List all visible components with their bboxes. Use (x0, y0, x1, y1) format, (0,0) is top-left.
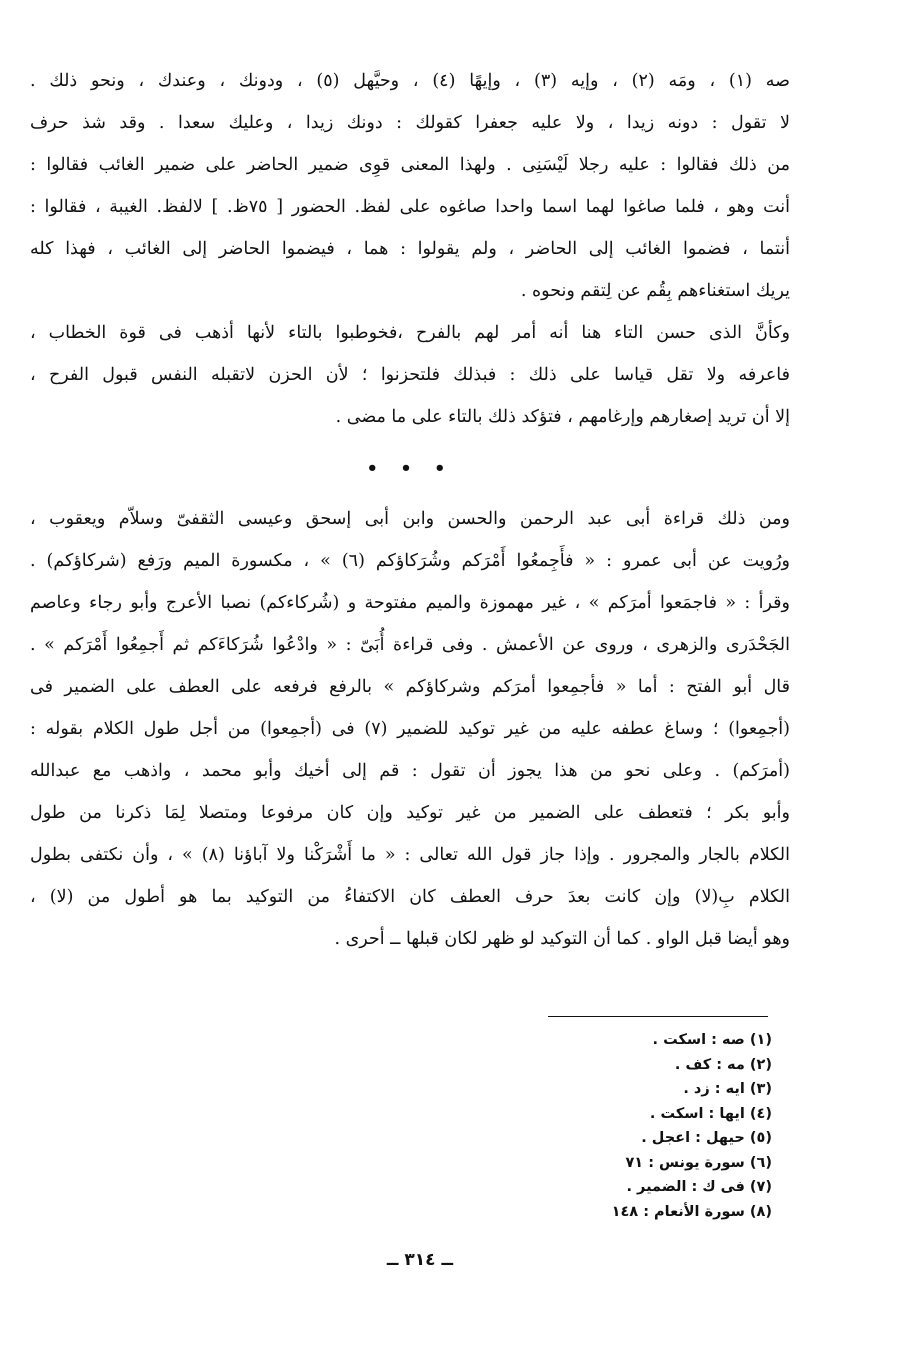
text-line: قال أبو الفتح : أما « فأجمِعوا أمرَكم وشركاؤكم » بالرفع فرفعه على العطف على الضمير فى (30, 677, 790, 697)
footnote-item: (١) صه : اسكت . (652, 1032, 772, 1048)
text-line: (أمرَكم) . وعلى نحو من هذا يجوز أن تقول : قم إلى أخيك وأبو محمد ، واذهب مع عبدالله (30, 761, 790, 781)
text-line: لا تقول : دونه زيدا ، ولا عليه جعفرا كقولك : دونك زيدا ، وعليك سعدا . وقد شذ حرف (30, 113, 790, 133)
footnote-divider (548, 1016, 768, 1017)
text-line: (أجمِعوا) ؛ وساغ عطفه عليه من غير توكيد للضمير (٧) فى (أجمِعوا) من أجل طول الكلام بقوله : (30, 719, 790, 739)
footnotes (380, 1028, 772, 1224)
text-line: يريك استغناءهم بِقُم عن لِتقم ونحوه . (520, 281, 790, 301)
text-line: وأبو بكر ؛ فتعطف على الضمير من غير توكيد وإن كان مرفوعا ومتصلا لِمَا ذكرنا من طول (30, 803, 790, 823)
paragraph-4 (30, 666, 790, 960)
text-line: وهو أيضا قبل الواو . كما أن التوكيد لو ظهر لكان قبلها ــ أحرى . (334, 929, 790, 949)
footnote-item: (٧) فى ك : الضمير . (626, 1179, 772, 1195)
footnote-item: (٦) سورة يونس : ٧١ (625, 1154, 772, 1171)
paragraph-3 (30, 498, 790, 666)
footnote-item: (٣) ايه : زد . (683, 1081, 772, 1097)
footnote-item: (٥) حيهل : اعجل . (641, 1130, 772, 1146)
text-line: ورُويت عن أبى عمرو : « فأَجِمعُوا أَمْرَكم وشُرَكاؤكم (٦) » ، مكسورة الميم ورَفع (شركاؤكم) . (30, 551, 790, 571)
text-line: أنتما ، فضموا الغائب إلى الحاضر ، ولم يقولوا : هما ، فيضموا الحاضر إلى الغائب ، فهذا كله (30, 239, 790, 259)
text-line: صه (١) ، ومَه (٢) ، وإيه (٣) ، وإيهًا (٤) ، وحيَّهل (٥) ، ودونك ، وعندك ، ونحو ذلك . (30, 71, 791, 91)
footnote-item: (٨) سورة الأنعام : ١٤٨ (611, 1203, 772, 1220)
text-line: من ذلك فقالوا : عليه رجلا لَيْسَنِى . ولهذا المعنى قوِى ضمير الحاضر على ضمير الغائب فقالوا : (30, 155, 790, 175)
text-line: وكأنَّ الذى حسن التاء هنا أنه أمر لهم بالفرح ،فخوطبوا بالتاء لأنها أذهب فى قوة الخطاب ، (30, 323, 790, 343)
page-number: ــ ٣١٤ ــ (386, 1250, 454, 1270)
text-line: ومن ذلك قراءة أبى عبد الرحمن والحسن وابن أبى إسحق وعيسى الثقفىّ وسلاّم ويعقوب ، (30, 509, 790, 529)
text-line: الكلام بالجار والمجرور . وإذا جاز قول الله تعالى : « ما أَشْرَكْنا ولا آباؤنا (٨) » ، وأن نكتفى بطول (30, 845, 790, 865)
footnote-item: (٤) ايها : اسكت . (649, 1105, 772, 1122)
text-line: الجَحْدَرى والزهرى ، وروى عن الأعمش . وفى قراءة أُبَىّ : « وادْعُوا شُرَكاءَكم ثم أَجمِعُوا أَمْرَكم » . (30, 635, 790, 655)
paragraph-2 (30, 312, 790, 438)
paragraph-1 (30, 60, 790, 312)
text-line: فاعرفه ولا تقل قياسا على ذلك : فبذلك فلتحزنوا ؛ لأن الحزن لاتقبله النفس قبول الفرح ، (30, 365, 790, 385)
text-line: وقرأ : « فاجمَعوا أمرَكم » ، غير مهموزة والميم مفتوحة و (شُركاءكم) نصبا الأعرج وأبو رجاء وعاصم (30, 593, 790, 613)
text-line: الكلام بِ(لا) وإن كانت بعدَ حرف العطف كان الاكتفاءُ من التوكيد بما هو أطول من (لا) ، (30, 887, 790, 907)
page-body (30, 60, 790, 960)
text-line: أنت وهو ، فلما صاغوا لهما اسما واحدا صاغوه على لفظ. الحضور [ ٧٥ظ. ] لالفظ. الغيبة ، فقالوا : (30, 197, 790, 217)
footnote-item: (٢) مه : كف . (674, 1056, 772, 1073)
section-separator: • • • (366, 457, 454, 479)
text-line: إلا أن تريد إصغارهم وإرغامهم ، فتؤكد ذلك بالتاء على ما مضى . (335, 407, 790, 427)
